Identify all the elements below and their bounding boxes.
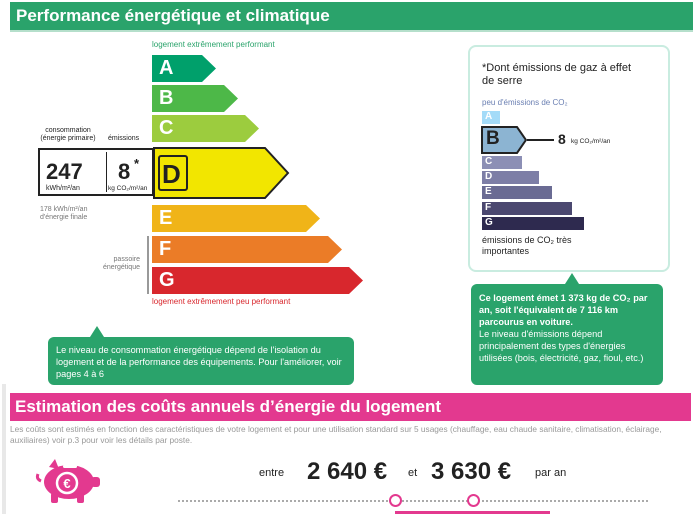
cost-note: Les coûts sont estimés en fonction des caractéristiques de votre logement et pour une utilisation standard sur 5 usages (chauffage, eau chaude sanitaire, climatisation, éclairage, auxiliaires) voir p.3 pour voir les détails par poste. <box>10 424 662 445</box>
svg-text:€: € <box>63 476 71 491</box>
final-energy-value: 178 kWh/m²/an <box>40 206 88 213</box>
energy-section-header <box>10 2 693 30</box>
cost-section-header <box>10 393 691 421</box>
co2-class-f: F <box>482 202 572 215</box>
consumption-unit: kWh/m²/an <box>46 185 80 192</box>
passoire-label: passoire énergétique <box>103 256 140 271</box>
co2-value: 8 <box>558 131 566 147</box>
co2-class-e: E <box>482 186 552 199</box>
energy-class-e: E <box>152 205 320 232</box>
co2-note: *Dont émissions de gaz à effet de serre <box>482 62 631 87</box>
energy-value-box <box>38 148 154 196</box>
value-divider <box>106 152 107 192</box>
cost-low-value: 2 640 € <box>307 458 388 485</box>
co2-top-label: peu d'émissions de CO₂ <box>482 98 568 107</box>
cost-range-low-dot <box>389 494 402 507</box>
piggy-bank-euro-icon <box>35 455 103 505</box>
header-underline <box>10 30 693 32</box>
passoire-bracket <box>147 236 149 294</box>
current-class-badge: D <box>158 155 188 191</box>
energy-bottom-label: logement extrêmement peu performant <box>152 297 291 306</box>
emission-info-bold: Ce logement émet 1 373 kg de CO₂ par an, soit l'équivalent de 7 116 km parcourus en voiture. <box>479 293 648 327</box>
emission-star: * <box>134 156 140 171</box>
energy-class-f: F <box>152 236 342 263</box>
cost-section-rail <box>2 384 6 514</box>
energy-class-a: A <box>152 55 216 82</box>
cost-high-value: 3 630 € <box>431 458 512 485</box>
cost-section-title: Estimation des coûts annuels d’énergie du logement <box>15 397 442 416</box>
cost-between-label: entre <box>259 467 285 479</box>
co2-unit: kg CO₂/m²/an <box>571 138 611 145</box>
cost-per-year-label: par an <box>535 467 567 479</box>
consumption-info-callout: Le niveau de consommation énergétique dépend de l'isolation du logement et de la performance des équipements. Pour l'améliorer, voir pages 4 à 6 <box>48 337 354 385</box>
co2-class-d: D <box>482 171 539 184</box>
cost-range-line <box>178 500 648 502</box>
left-callout-arrow <box>90 326 104 337</box>
co2-class-a: A <box>482 111 500 124</box>
co2-bottom-label: émissions de CO₂ très importantes <box>482 235 572 256</box>
energy-class-b: B <box>152 85 238 112</box>
right-callout-arrow <box>565 273 579 284</box>
emission-unit: kg CO₂/m²/an <box>108 185 148 192</box>
consumption-value: 247 <box>46 159 83 184</box>
co2-pointer-line <box>527 139 554 141</box>
energy-section-title: Performance énergétique et climatique <box>16 6 330 25</box>
final-energy-label: d'énergie finale <box>40 214 88 221</box>
co2-class-g: G <box>482 217 584 230</box>
consumption-label: consommation (énergie primaire) <box>40 127 96 142</box>
cost-and-label: et <box>408 467 418 479</box>
cost-range-high-dot <box>467 494 480 507</box>
co2-class-b-current: B <box>481 126 527 154</box>
emission-value: 8 <box>118 159 131 184</box>
energy-class-d-current <box>153 147 290 199</box>
energy-class-c: C <box>152 115 259 142</box>
energy-top-label: logement extrêmement performant <box>152 40 275 49</box>
energy-class-g: G <box>152 267 363 294</box>
emissions-label: émissions <box>108 135 140 142</box>
emission-info-text: Le niveau d'émissions dépend principalement des types d'énergies utilisées (bois, électricité, gaz, fioul, etc.) <box>479 329 644 363</box>
co2-class-c: C <box>482 156 522 169</box>
emission-info-callout <box>471 284 663 385</box>
